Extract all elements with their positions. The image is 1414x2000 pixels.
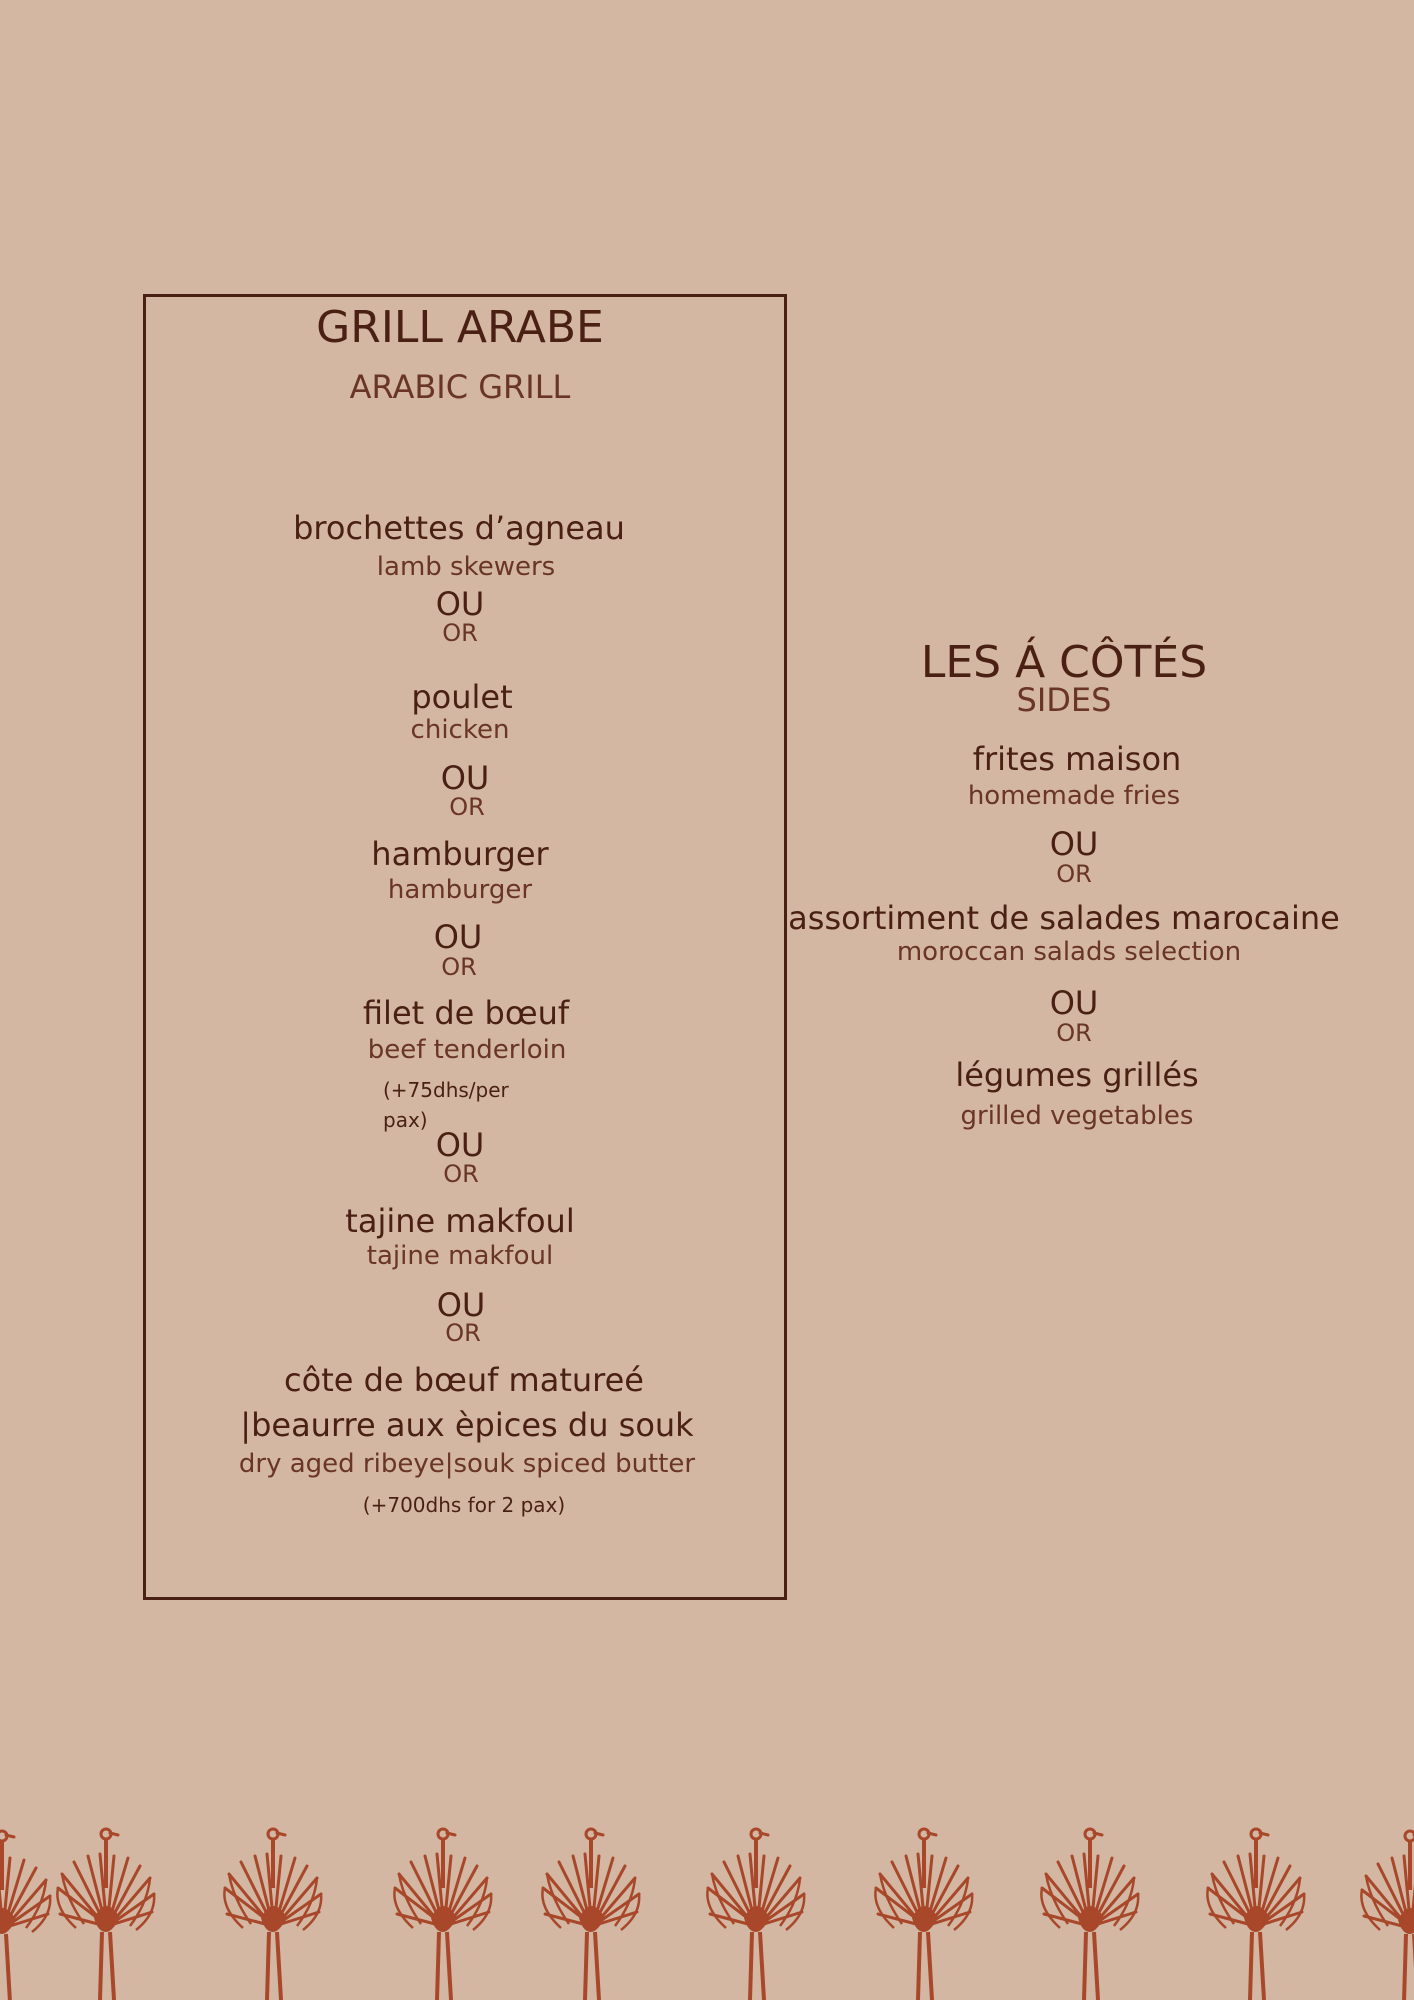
grill-title: GRILL ARABE [316, 302, 604, 353]
separator-ou: OU [435, 585, 485, 623]
dish-name-cote-de-boeuf-butter: |beaurre aux èpices du souk [240, 1406, 694, 1444]
ostrich-icon [1041, 1829, 1138, 2000]
supplement-note-ribeye: (+700dhs for 2 pax) [362, 1493, 566, 1517]
side-translation-vegetables: grilled vegetables [960, 1101, 1194, 1131]
separator-ou: OU [436, 1286, 486, 1324]
separator-ou: OU [440, 759, 490, 797]
ostrich-icon [0, 1831, 50, 2000]
separator-or: OR [445, 1319, 481, 1347]
dish-translation-ribeye: dry aged ribeye|souk spiced butter [238, 1449, 696, 1479]
dish-name-lamb: brochettes d’agneau [293, 509, 625, 547]
separator-ou: OU [435, 1126, 485, 1164]
ostrich-icon [1361, 1831, 1414, 2000]
dish-translation-lamb: lamb skewers [376, 552, 556, 582]
separator-or: OR [449, 793, 485, 821]
dish-name-tajine: tajine makfoul [345, 1202, 575, 1240]
dish-name-hamburger: hamburger [371, 835, 549, 873]
dish-translation-beef-tenderloin: beef tenderloin [367, 1035, 567, 1065]
sides-subtitle: SIDES [1016, 681, 1112, 719]
grill-subtitle: ARABIC GRILL [349, 368, 571, 406]
dish-translation-hamburger: hamburger [387, 875, 533, 905]
dish-translation-tajine: tajine makfoul [366, 1241, 554, 1271]
dish-name-chicken: poulet [411, 678, 513, 716]
separator-or: OR [1056, 1019, 1092, 1047]
separator-ou: OU [433, 918, 483, 956]
separator-or: OR [442, 619, 478, 647]
sides-title: LES Á CÔTÉS [920, 637, 1208, 688]
side-translation-salads: moroccan salads selection [896, 937, 1242, 967]
side-name-fries: frites maison [972, 740, 1182, 778]
separator-or: OR [443, 1160, 479, 1188]
dish-translation-chicken: chicken [410, 715, 510, 745]
ostrich-icon [394, 1829, 491, 2000]
dish-name-beef-tenderloin: filet de bœuf [362, 994, 570, 1032]
ostrich-border [0, 1820, 1414, 2000]
separator-ou: OU [1049, 984, 1099, 1022]
side-name-vegetables: légumes grillés [955, 1056, 1199, 1094]
side-translation-fries: homemade fries [967, 781, 1181, 811]
separator-or: OR [1056, 860, 1092, 888]
ostrich-icon [57, 1829, 154, 2000]
separator-or: OR [441, 953, 477, 981]
side-name-salads: assortiment de salades marocaine [788, 899, 1340, 937]
ostrich-icon [707, 1829, 804, 2000]
ostrich-icon [224, 1829, 321, 2000]
ostrich-icon [1207, 1829, 1304, 2000]
separator-ou: OU [1049, 825, 1099, 863]
supplement-note-tenderloin: (+75dhs/per pax) [383, 1078, 509, 1132]
ostrich-icon [875, 1829, 972, 2000]
ostrich-icon [542, 1829, 639, 2000]
dish-name-cote-de-boeuf: côte de bœuf matureé [284, 1361, 644, 1399]
